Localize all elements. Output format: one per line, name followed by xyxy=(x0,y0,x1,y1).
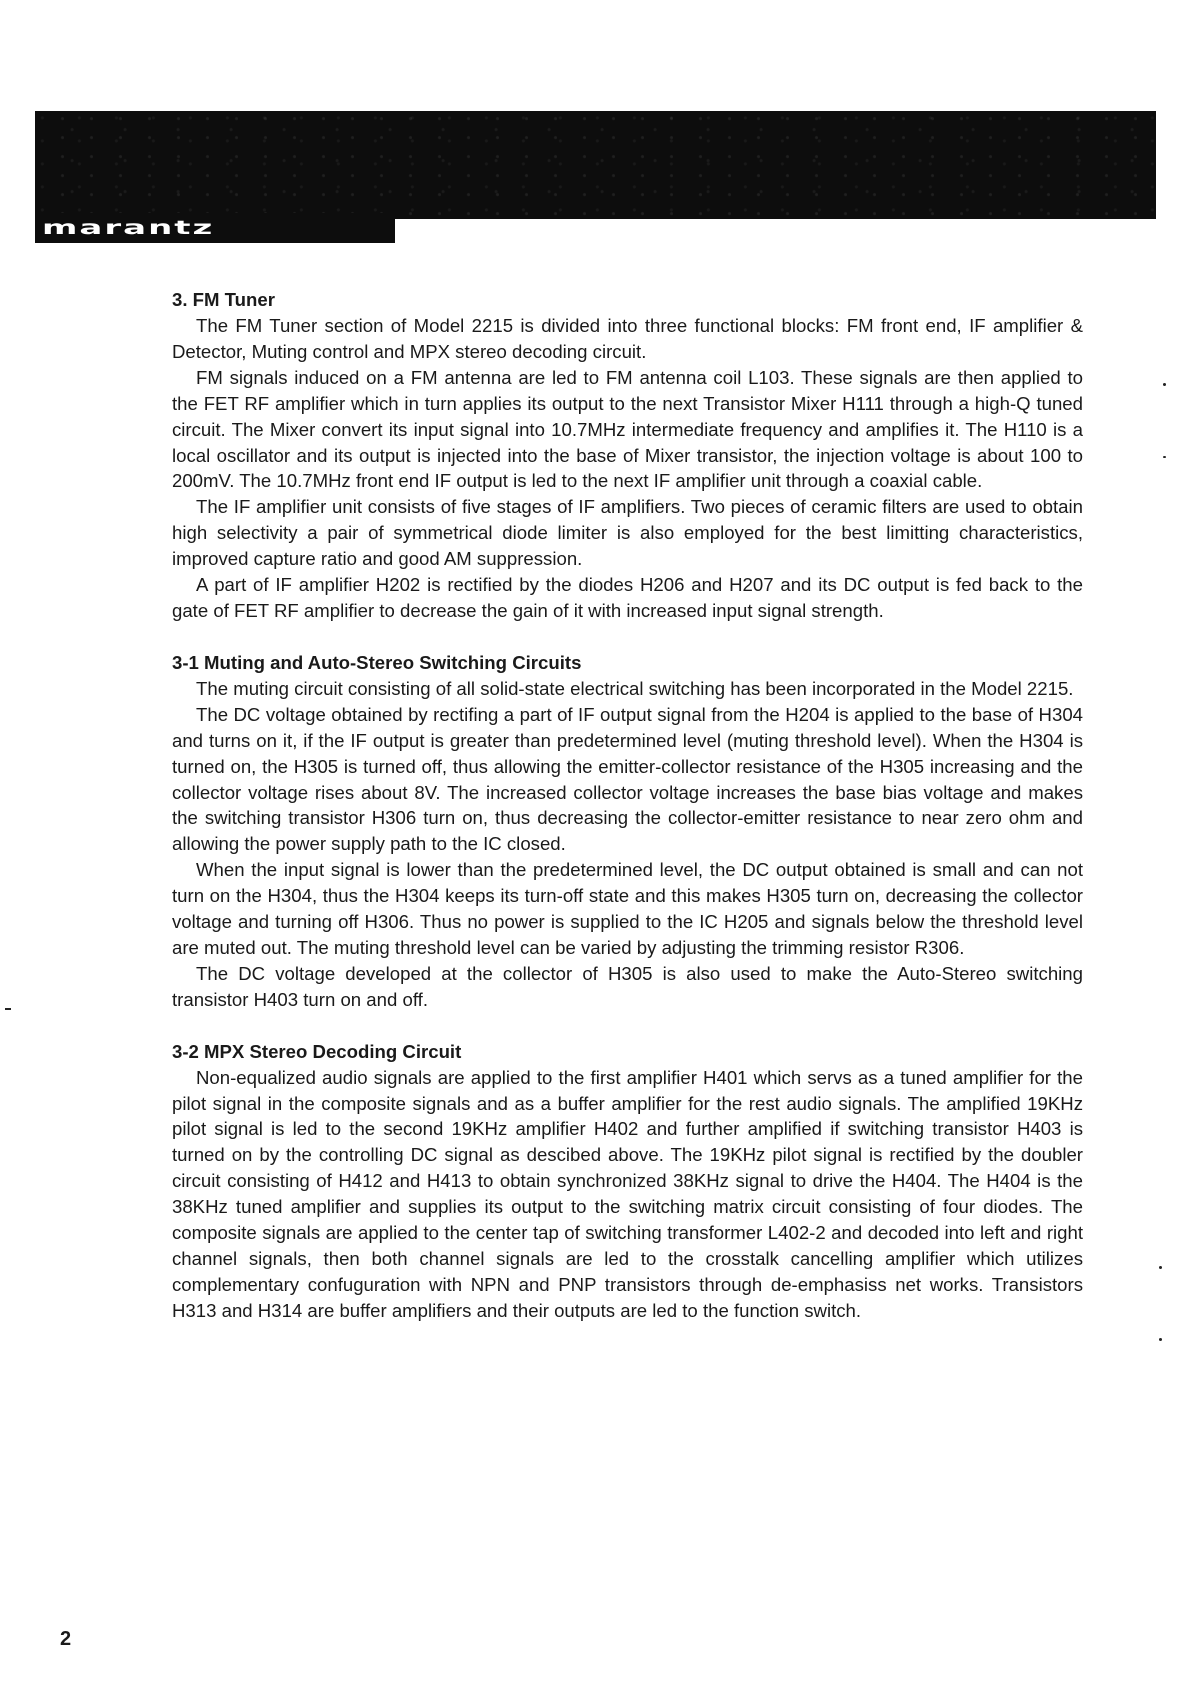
section-heading-fm-tuner: 3. FM Tuner xyxy=(172,289,275,310)
scan-speck xyxy=(1159,1338,1162,1341)
paragraph: The DC voltage developed at the collector of H305 is also used to make the Auto-Stereo switching transistor H403 turn on and off. xyxy=(172,962,1083,1010)
paragraph: The FM Tuner section of Model 2215 is divided into three functional blocks: FM front end, IF amplifier & Detector, Muting control and MPX stereo decoding circuit. xyxy=(172,315,1083,362)
section-heading-mpx: 3-2 MPX Stereo Decoding Circuit xyxy=(172,1040,462,1062)
section-gap xyxy=(172,1013,1083,1039)
scan-speck xyxy=(1163,383,1166,386)
section-heading-muting: 3-1 Muting and Auto-Stereo Switching Circuits xyxy=(172,651,582,673)
scan-speck xyxy=(5,1008,11,1010)
paragraph: When the input signal is lower than the predetermined level, the DC output obtained is small and can not turn on the H304, thus the H304 keeps its turn-off state and this makes H305 turn on, decreasing the collector voltage and turning off H306. Thus no power is supplied to the IC H205 and signals below the threshold level are muted out. The muting threshold level can be varied by adjusting the trimming resistor R306. xyxy=(172,859,1083,958)
paragraph: FM signals induced on a FM antenna are led to FM antenna coil L103. These signals are then applied to the FET RF amplifier which in turn applies its output to the next Transistor Mixer H111 through a high-Q tuned circuit. The Mixer convert its input signal into 10.7MHz intermediate frequency and amplifies it. The H110 is a local oscillator and its output is injected into the base of Mixer transistor, the injection voltage is about 100 to 200mV. The 10.7MHz front end IF output is led to the next IF amplifier unit through a coaxial cable. xyxy=(172,366,1083,492)
header-band xyxy=(35,111,1156,219)
paragraph: A part of IF amplifier H202 is rectified by the diodes H206 and H207 and its DC output is fed back to the gate of FET RF amplifier to decrease the gain of it with increased input signal strength. xyxy=(172,574,1083,621)
paragraph: The DC voltage obtained by rectifing a part of IF output signal from the H204 is applied to the base of H304 and turns on it, if the IF output is greater than predetermined level (muting threshold level). When the H304 is turned on, the H305 is turned off, thus allowing the emitter-collector resistance of the H305 increasing and the collector voltage rises about 8V. The increased collector voltage increases the base bias voltage and makes the switching transistor H306 turn on, thus decreasing the collector-emitter resistance to near zero ohm and allowing the power supply path to the IC closed. xyxy=(172,703,1083,855)
scan-speck xyxy=(1159,1266,1162,1269)
section-gap xyxy=(172,624,1083,650)
paragraph: The IF amplifier unit consists of five stages of IF amplifiers. Two pieces of ceramic filters are used to obtain high selectivity a pair of symmetrical diode limiter is also employed for the best limitting characteristics, improved capture ratio and good AM suppression. xyxy=(172,496,1083,570)
paragraph: Non-equalized audio signals are applied to the first amplifier H401 which servs as a tuned amplifier for the pilot signal in the composite signals and as a buffer amplifier for the rest audio signals. The amplified 19KHz pilot signal is led to the second 19KHz amplifier H402 and further amplified if switching transistor H403 is turned on by the controlling DC signal as descibed above. The 19KHz pilot signal is rectified by the doubler circuit consisting of H412 and H413 to obtain synchronized 38KHz signal to drive the H404. The H404 is the 38KHz tuned amplifier and supplies its output to the switching matrix circuit consisting of four diodes. The composite signals are applied to the center tap of switching transformer L402-2 and decoded into left and right channel signals, then both channel signals are led to the crosstalk cancelling amplifier which utilizes complementary confuguration with NPN and PNP transistors through de-emphasiss net works. Transistors H313 and H314 are buffer amplifiers and their outputs are led to the function switch. xyxy=(172,1066,1083,1321)
page-number: 2 xyxy=(60,1628,72,1650)
scan-speck xyxy=(1163,456,1166,458)
document-body xyxy=(172,287,1083,1324)
paragraph: The muting circuit consisting of all solid-state electrical switching has been incorporated in the Model 2215. xyxy=(196,677,1074,699)
marantz-logo: marantz xyxy=(42,217,215,239)
